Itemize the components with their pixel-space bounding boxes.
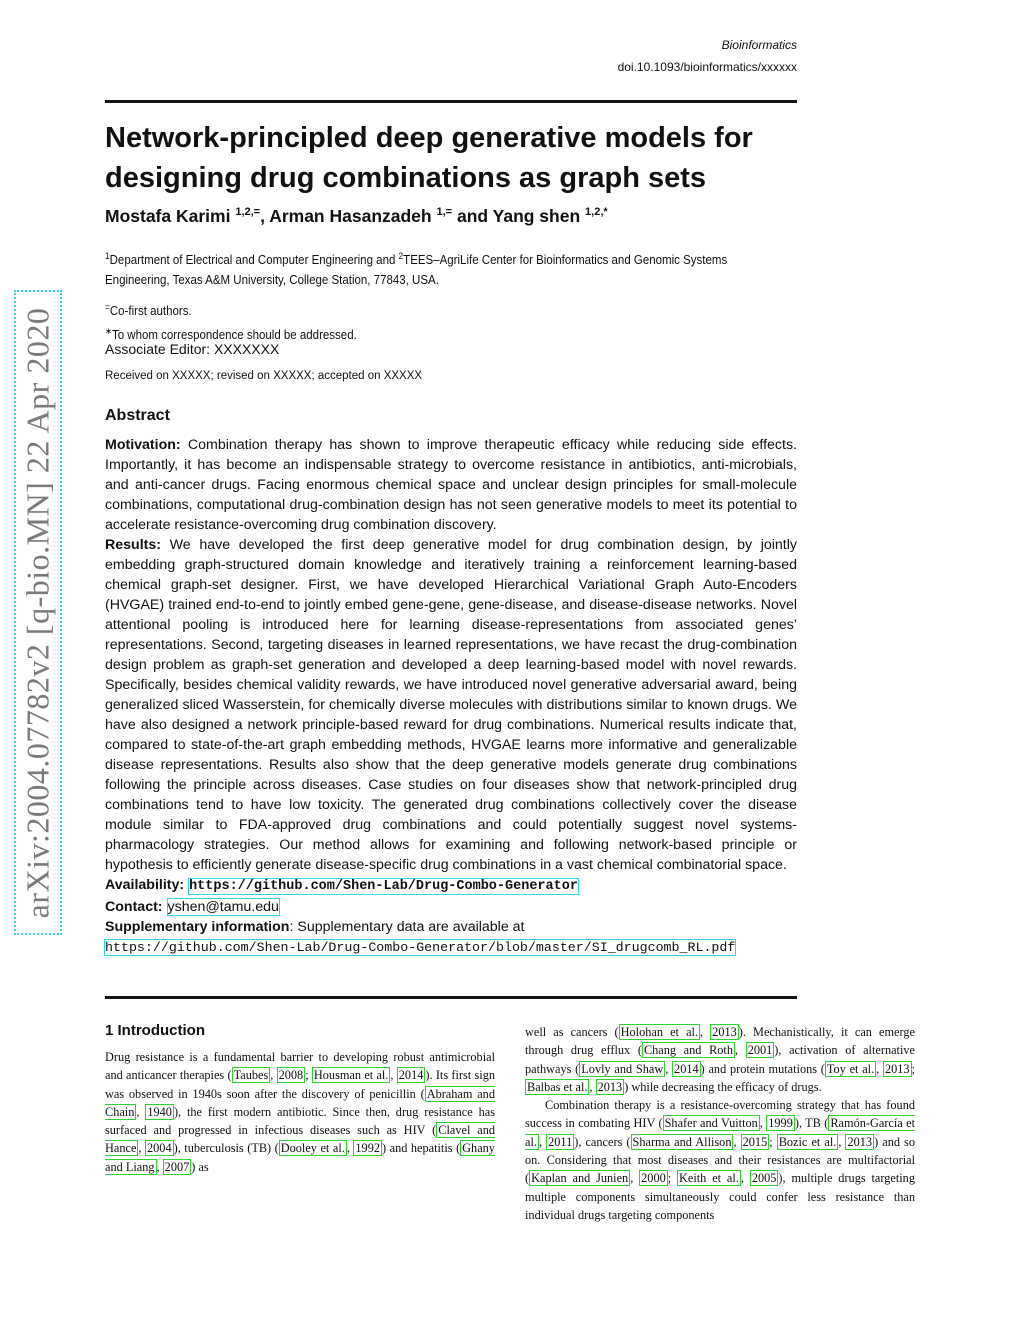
cofirst-note: Co-first authors.: [109, 304, 192, 319]
intro-left-column: [105, 1048, 495, 1176]
author-notes: [105, 297, 357, 345]
supplementary-text: : Supplementary data are available at: [289, 919, 525, 935]
citation-link[interactable]: Shafer and Vuitton: [664, 1116, 758, 1131]
author-karimi-affil: 1,2,=: [235, 206, 261, 219]
citation-year-link[interactable]: 2014: [398, 1068, 424, 1083]
citation-link[interactable]: Clavel and Hance: [105, 1123, 495, 1156]
abstract-body: [105, 435, 797, 958]
intro-right-column: [525, 1023, 915, 1224]
intro-paragraph-1-cont: well as cancers ( Holohan et al. , 2013 ). Mechanistically, it can emerge through drug efflux ( Chang and Roth , 2001 ), activation of alternative pathways ( Lovly and Shaw , 2014 ) and protein mutations ( Toy et al. , 2013 ; Balbas et al. , 2013 ) while decreasing the efficacy of drugs.: [525, 1025, 915, 1094]
citation-year-link[interactable]: 2007: [164, 1159, 190, 1174]
abstract-heading: Abstract: [105, 407, 170, 424]
contact-email-link[interactable]: yshen@tamu.edu: [167, 899, 279, 915]
citation-link[interactable]: Balbas et al.: [527, 1079, 588, 1094]
contact-paragraph: [105, 897, 797, 917]
citation-link[interactable]: Ghany and Liang: [105, 1141, 495, 1174]
abstract-bottom-rule: [105, 996, 797, 999]
citation-year-link[interactable]: 2015: [742, 1134, 768, 1149]
top-rule: [105, 100, 797, 103]
citation-link[interactable]: Housman et al.: [313, 1068, 389, 1083]
title-line-1: Network-principled deep generative models for: [105, 122, 753, 154]
citation-link[interactable]: Holohan et al.: [620, 1025, 699, 1039]
citation-link[interactable]: Abraham and Chain: [105, 1086, 495, 1119]
citation-year-link[interactable]: 1940: [147, 1104, 172, 1119]
author-list: [105, 206, 608, 227]
contact-label: Contact:: [105, 899, 163, 915]
author-karimi: Mostafa Karimi: [105, 206, 231, 226]
affil-line-2: Engineering, Texas A&M University, College Station, 77843, USA.: [105, 273, 439, 288]
results-text: We have developed the first deep generative model for drug combination design, by jointly embedding graph-structured domain knowledge and iteratively training a reinforcement learning-based chemical graph-set designer. First, we have developed Hierarchical Variational Graph Auto-Encoders (HVGAE) trained end-to-end to jointly embed gene-gene, gene-disease, and disease-disease networks. Novel attentional pooling is introduced here for learning disease-representations from associated genes’ representations. Second, targeting diseases in learned representations, we have recast the drug-combination design problem as graph-set generation and developed a deep learning-based model with novel rewards. Specifically, besides chemical validity rewards, we have introduced novel generative adversarial award, being generalized sliced Wasserstein, for chemically diverse molecules with distributions similar to known drugs. We have also designed a network principle-based reward for drug combinations. Numerical results indicate that, compared to state-of-the-art graph embedding methods, HVGAE learns more informative and generalizable disease representations. Results also show that the deep generative models generate drug combinations following the principle across diseases. Case studies on four diseases show that network-principled drug combinations tend to have low toxicity. The generated drug combinations collectively cover the disease module similar to FDA-approved drug combinations and could potentially suggest novel systems-pharmacology strategies. Our method allows for examining and following network-based principle or hypothesis to efficiently generate disease-specific drug combinations in a vast chemical combinatorial space.: [105, 537, 797, 873]
citation-link[interactable]: Lovly and Shaw: [581, 1061, 664, 1076]
cofirst-symbol: =: [105, 302, 110, 312]
paper-title: [105, 118, 805, 198]
author-hasanzadeh-affil: 1,=: [436, 206, 453, 219]
availability-label: Availability:: [105, 877, 185, 893]
intro-paragraph-2: Combination therapy is a resistance-overcoming strategy that has found success in combating HIV ( Shafer and Vuitton , 1999 ), TB ( Ramón-García et al. , 2011 ), cancers ( Sharma and Allison , 2015 ; Bozic et al. , 2013 ) and so on. Considering that most diseases and their resistances are multifactorial ( Kaplan and Junien , 2000 ; Keith et al. , 2005 ), multiple drugs targeting multiple components simultaneously could confer less resistance than individual drugs targeting components: [525, 1098, 915, 1222]
author-hasanzadeh: Arman Hasanzadeh: [269, 206, 432, 226]
journal-name: Bioinformatics: [721, 38, 797, 52]
title-line-2: designing drug combinations as graph sets: [105, 162, 707, 194]
affil-text-1: Department of Electrical and Computer Engineering and: [109, 253, 399, 268]
citation-year-link[interactable]: 2014: [674, 1061, 699, 1076]
citation-link[interactable]: Ramón-García et al.: [525, 1116, 915, 1149]
citation-year-link[interactable]: 2013: [712, 1025, 737, 1039]
citation-year-link[interactable]: 2004: [147, 1141, 172, 1156]
citation-link[interactable]: Dooley et al.: [280, 1141, 345, 1156]
citation-year-link[interactable]: 2008: [278, 1068, 304, 1083]
motivation-text: Combination therapy has shown to improve therapeutic efficacy while reducing side effects. Importantly, it has become an indispensable strategy to overcome resistance in antibiotics, anti-microbials, and anti-cancer drugs. Facing enormous chemical space and unclear design principles for small-molecule combinations, computational drug-combination design has not seen generative models to meet its potential to accelerate resistance-overcoming drug combination discovery.: [105, 437, 797, 533]
arxiv-stamp-text: arXiv:2004.07782v2 [q-bio.MN] 22 Apr 2020: [19, 307, 56, 918]
citation-link[interactable]: Kaplan and Junien: [531, 1171, 629, 1186]
citation-year-link[interactable]: 2013: [597, 1079, 623, 1094]
affil-sup-1: 1: [105, 251, 110, 261]
citation-link[interactable]: Taubes: [233, 1068, 269, 1083]
citation-year-link[interactable]: 2013: [884, 1061, 910, 1076]
author-sep: ,: [260, 206, 270, 226]
author-shen-affil: 1,2,*: [585, 206, 608, 219]
corr-note: To whom correspondence should be addressed.: [111, 328, 357, 343]
associate-editor: Associate Editor: XXXXXXX: [105, 341, 280, 357]
received-dates: Received on XXXXX; revised on XXXXX; accepted on XXXXX: [105, 370, 423, 382]
citation-link[interactable]: Chang and Roth: [643, 1043, 733, 1058]
author-shen: Yang shen: [492, 206, 581, 226]
doi: doi.10.1093/bioinformatics/xxxxxx: [617, 60, 797, 74]
citation-year-link[interactable]: 1992: [355, 1141, 380, 1156]
motivation-label: Motivation:: [105, 437, 181, 453]
citation-link[interactable]: Toy et al.: [826, 1061, 875, 1076]
supplementary-link[interactable]: https://github.com/Shen-Lab/Drug-Combo-Generator/blob/master/SI_drugcomb_RL.pdf: [105, 940, 736, 955]
citation-year-link[interactable]: 1999: [768, 1116, 793, 1131]
affiliations: [105, 246, 749, 290]
citation-link[interactable]: Bozic et al.: [778, 1134, 837, 1149]
supplementary-paragraph: [105, 917, 797, 937]
affil-text-2: TEES–AgriLife Center for Bioinformatics and Genomic Systems: [403, 253, 728, 268]
citation-year-link[interactable]: 2011: [548, 1134, 573, 1149]
citation-link[interactable]: Keith et al.: [679, 1171, 739, 1186]
citation-year-link[interactable]: 2005: [751, 1171, 777, 1186]
availability-link[interactable]: https://github.com/Shen-Lab/Drug-Combo-Generator: [189, 879, 578, 894]
intro-paragraph-1: Drug resistance is a fundamental barrier to developing robust antimicrobial and anticancer therapies ( Taubes , 2008 ; Housman et al. , 2014 ). Its first sign was observed in 1940s soon after the discovery of penicillin ( Abraham and Chain , 1940 ), the first modern antibiotic. Since then, drug resistance has surfaced and progressed in infectious diseases such as HIV ( Clavel and Hance , 2004 ), tuberculosis (TB) ( Dooley et al. , 1992 ) and hepatitis ( Ghany and Liang , 2007 ) as: [105, 1050, 495, 1174]
motivation-paragraph: [105, 435, 797, 535]
citation-year-link[interactable]: 2013: [847, 1134, 873, 1149]
results-paragraph: [105, 535, 797, 875]
affil-sup-2: 2: [398, 251, 404, 261]
citation-year-link[interactable]: 2001: [747, 1043, 773, 1058]
corr-symbol: ∗: [105, 326, 112, 337]
author-sep: and: [452, 206, 493, 226]
availability-paragraph: [105, 875, 797, 897]
results-label: Results:: [105, 537, 161, 553]
supplementary-label: Supplementary information: [105, 919, 290, 935]
arxiv-stamp-link[interactable]: [14, 290, 62, 935]
citation-link[interactable]: Sharma and Allison: [632, 1134, 732, 1149]
citation-year-link[interactable]: 2000: [641, 1171, 666, 1186]
intro-heading: 1 Introduction: [105, 1022, 205, 1039]
